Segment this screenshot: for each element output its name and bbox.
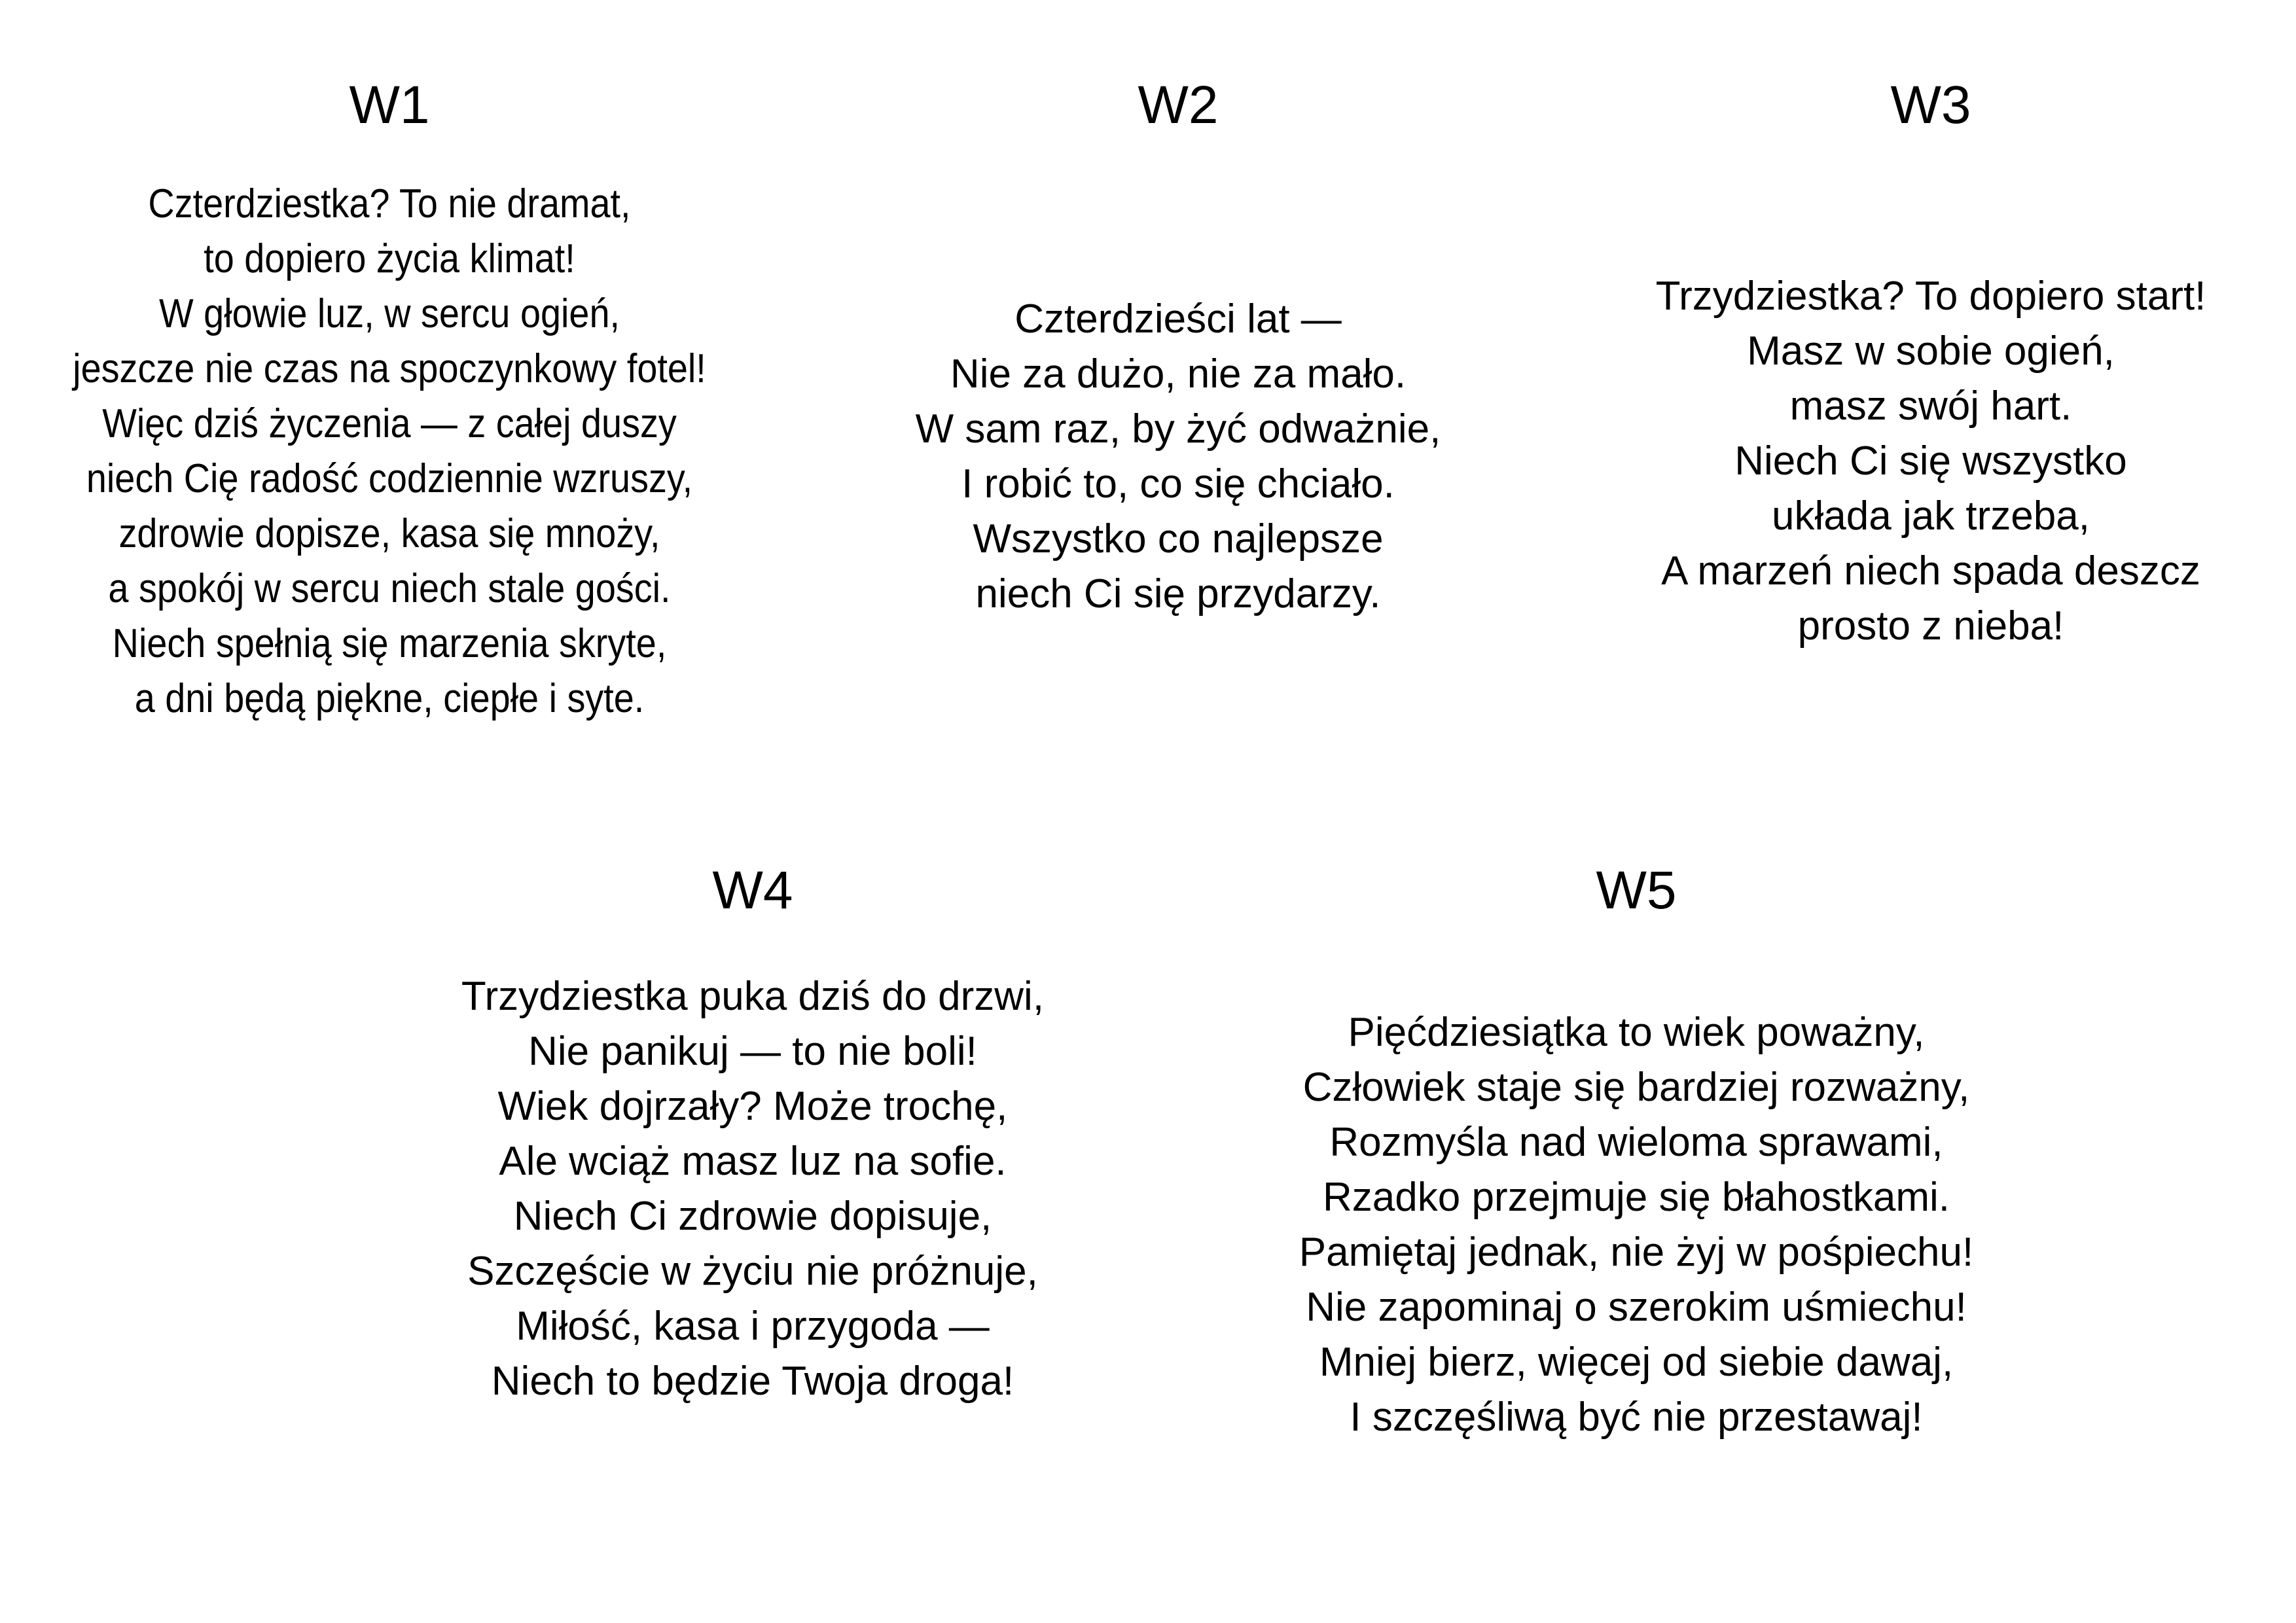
poem-line: Wiek dojrzały? Może trochę, (497, 1084, 1008, 1129)
poem-card-w1 (26, 75, 753, 746)
poem-line: Ale wciąż masz luz na sofie. (499, 1139, 1007, 1184)
poem-line: A marzeń niech spada deszcz (1661, 548, 2200, 594)
poem-line: W sam raz, by żyć odważnie, (915, 406, 1441, 452)
poem-text (851, 292, 1505, 622)
poem-line: Masz w sobie ogień, (1747, 329, 2115, 374)
poem-card-w3 (1571, 75, 2291, 668)
poem-line: W głowie luz, w sercu ogień, (159, 291, 620, 336)
card-title: W2 (1138, 75, 1219, 135)
poem-line: niech Ci się przydarzy. (975, 571, 1381, 616)
poem-line: Niech Ci się wszystko (1734, 438, 2127, 484)
poem-line: Nie zapominaj o szerokim uśmiechu! (1306, 1285, 1967, 1330)
poem-line: prosto z nieba! (1797, 603, 2064, 649)
poem-card-w2 (851, 75, 1505, 668)
poem-line: Rzadko przejmuje się błahostkami. (1323, 1175, 1950, 1220)
poem-line: zdrowie dopisze, kasa się mnoży, (118, 511, 660, 556)
card-title: W3 (1890, 75, 1971, 135)
poem-line: Szczęście w życiu nie próżnuje, (467, 1249, 1038, 1294)
poem-line: I szczęśliwą być nie przestawaj! (1350, 1395, 1923, 1440)
poem-line: Nie za dużo, nie za mało. (950, 351, 1407, 397)
poem-line: Czterdziestka? To nie dramat, (148, 181, 631, 226)
poem-line: Wszystko co najlepsze (973, 516, 1384, 562)
poem-line: Człowiek staje się bardziej rozważny, (1302, 1065, 1970, 1110)
poem-line: układa jak trzeba, (1772, 493, 2090, 539)
poem-line: Trzydziestka? To dopiero start! (1655, 274, 2206, 319)
card-title: W4 (712, 861, 793, 920)
poem-line: Czterdzieści lat — (1014, 296, 1342, 342)
poem-text (1571, 269, 2291, 654)
poem-line: Niech spełnią się marzenia skryte, (112, 621, 667, 666)
poem-card-w5 (1244, 861, 2029, 1505)
card-title: W1 (349, 75, 430, 135)
poem-line: Nie panikuj — to nie boli! (528, 1029, 977, 1074)
poem-line: Więc dziś życzenia — z całej duszy (102, 401, 677, 446)
poem-line: Pamiętaj jednak, nie żyj w pośpiechu! (1299, 1230, 1974, 1275)
card-title: W5 (1596, 861, 1677, 920)
poem-line: a dni będą piękne, ciepłe i syte. (134, 676, 645, 721)
poem-line: Trzydziestka puka dziś do drzwi, (461, 974, 1045, 1019)
poem-line: Miłość, kasa i przygoda — (516, 1304, 990, 1349)
poem-text (1244, 1005, 2029, 1445)
poem-line: Rozmyśla nad wieloma sprawami, (1329, 1120, 1943, 1165)
poem-line: Mniej bierz, więcej od siebie dawaj, (1319, 1340, 1954, 1385)
poem-line: jeszcze nie czas na spoczynkowy fotel! (73, 346, 706, 391)
poem-line: masz swój hart. (1789, 383, 2072, 429)
poem-line: Niech to będzie Twoja droga! (491, 1359, 1014, 1404)
poem-line: Niech Ci zdrowie dopisuje, (513, 1194, 992, 1239)
poem-text (26, 177, 753, 726)
poem-line: Pięćdziesiątka to wiek poważny, (1348, 1010, 1925, 1055)
poem-line: niech Cię radość codziennie wzruszy, (86, 456, 693, 501)
poem-line: a spokój w sercu niech stale gości. (108, 566, 671, 611)
poem-card-w4 (393, 861, 1113, 1453)
poem-text (393, 969, 1113, 1409)
poem-line: I robić to, co się chciało. (961, 461, 1395, 507)
poem-line: to dopiero życia klimat! (204, 236, 575, 281)
